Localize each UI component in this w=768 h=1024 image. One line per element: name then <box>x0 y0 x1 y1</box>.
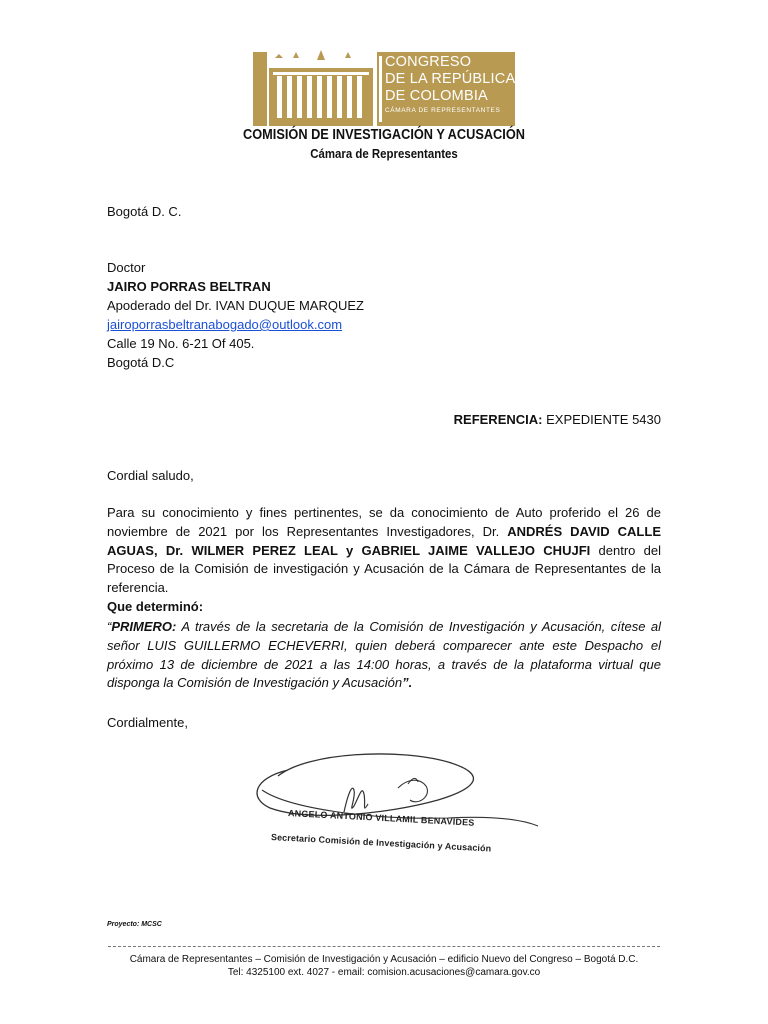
signatory-name: ANGELO ANTONIO VILLAMIL BENAVIDES <box>287 808 475 828</box>
quote-text: A través de la secretaria de la Comisión de Investigación y Acusación, cítese al señor LUIS GUILLERMO ECHEVERRI, quien deberá comparecer ante este Despacho el próximo 13 de diciembre de 2021 a las 14:00 horas, a través de la plataforma virtual que disponga la Comisión de Investigación y Acusación <box>107 619 661 691</box>
quote-open: “ <box>107 619 112 634</box>
reference-line <box>454 411 661 429</box>
logo-line: CONGRESO <box>385 54 472 70</box>
footer-address: Cámara de Representantes – Comisión de Investigación y Acusación – edificio Nuevo del Congreso – Bogotá D.C. <box>129 954 639 965</box>
recipient-address: Calle 19 No. 6-21 Of 405. <box>107 336 255 351</box>
footer-divider <box>108 946 660 947</box>
reference-label: REFERENCIA: <box>453 412 543 427</box>
body-text: dentro del Proceso de la Comisión de investigación y Acusación de la Cámara de Representantes de la referencia. <box>107 542 661 596</box>
determined-label: Que determinó: <box>107 598 204 614</box>
city-date: Bogotá D. C. <box>107 204 182 219</box>
recipient-city: Bogotá D.C <box>107 355 175 370</box>
signatory-title: Secretario Comisión de Investigación y Acusación <box>270 832 492 854</box>
logo-text <box>385 54 515 115</box>
recipient-salutation: Doctor <box>107 260 146 275</box>
investigators-names: ANDRÉS DAVID CALLE AGUAS, Dr. WILMER PEREZ LEAL y GABRIEL JAIME VALLEJO CHUJFI <box>107 523 661 558</box>
recipient-email-link[interactable]: jairoporrasbeltranabogado@outlook.com <box>107 317 343 332</box>
body-text: Para su conocimiento y fines pertinentes, se da conocimiento de Auto proferido el 26 de noviembre de 2021 por los Representantes Investigadores, Dr. <box>107 505 661 539</box>
closing: Cordialmente, <box>107 715 188 730</box>
recipient-name: JAIRO PORRAS BELTRAN <box>107 279 271 294</box>
quote-close: ”. <box>402 675 413 691</box>
recipient-role: Apoderado del Dr. IVAN DUQUE MARQUEZ <box>107 298 364 313</box>
greeting: Cordial saludo, <box>107 468 194 483</box>
logo-line: DE LA REPÚBLICA <box>385 71 516 87</box>
footer-contact: Tel: 4325100 ext. 4027 - email: comision.acusaciones@camara.gov.co <box>227 967 541 978</box>
chamber-subtitle: Cámara de Representantes <box>310 146 458 161</box>
logo-subtitle: CÁMARA DE REPRESENTANTES <box>385 107 501 114</box>
body-paragraph <box>107 504 661 617</box>
quote-label: PRIMERO: <box>111 619 177 634</box>
logo-line: DE COLOMBIA <box>385 88 488 104</box>
commission-title: COMISIÓN DE INVESTIGACIÓN Y ACUSACIÓN <box>243 127 525 143</box>
resolution-quote <box>107 618 661 693</box>
reference-value: EXPEDIENTE 5430 <box>546 412 661 427</box>
project-code: Proyecto: MCSC <box>107 921 162 928</box>
